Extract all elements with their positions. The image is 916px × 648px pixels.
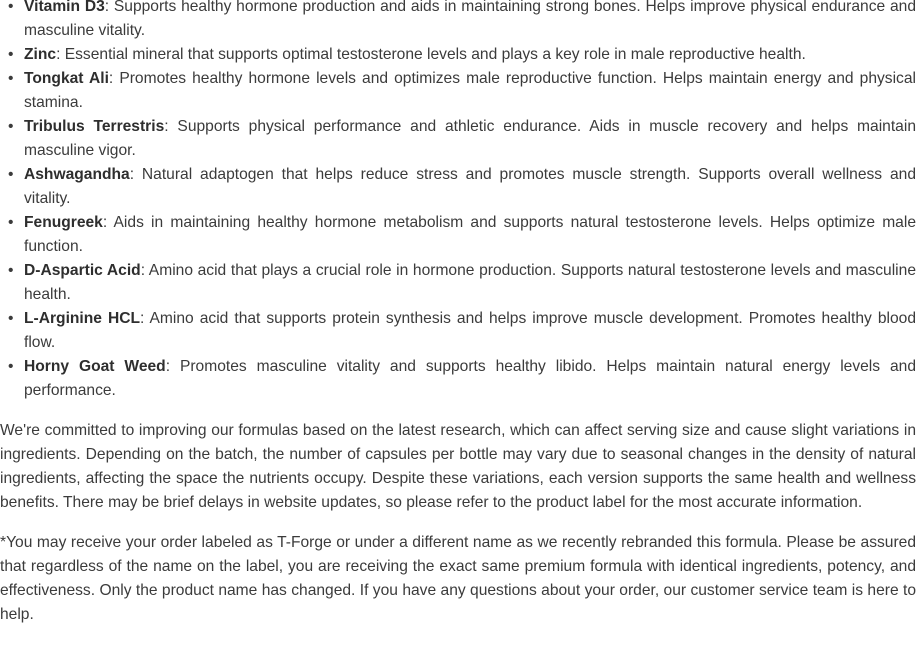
ingredient-description: : Supports healthy hormone production and aids in maintaining strong bones. Helps improve physical endurance and masculine vitality. [24,0,916,39]
ingredient-description: : Amino acid that plays a crucial role in hormone production. Supports natural testosterone levels and masculine health. [24,262,916,303]
ingredient-description: : Promotes healthy hormone levels and optimizes male reproductive function. Helps maintain energy and physical stamina. [24,70,916,111]
ingredient-name: Vitamin D3 [24,0,105,15]
ingredient-name: Tribulus Terrestris [24,118,165,135]
ingredient-name: Ashwagandha [24,166,130,183]
ingredient-description: : Amino acid that supports protein synthesis and helps improve muscle development. Promotes healthy blood flow. [24,310,916,351]
formula-variation-note: We're committed to improving our formulas based on the latest research, which can affect serving size and cause slight variations in ingredients. Depending on the batch, the number of capsules per bottle may vary due to seasonal changes in the density of natural ingredients, affecting the space the nutrients occupy. Despite these variations, each version supports the same health and wellness benefits. There may be brief delays in website updates, so please refer to the product label for the most accurate information. [0,422,916,511]
list-item [0,259,916,307]
ingredient-description: : Natural adaptogen that helps reduce stress and promotes muscle strength. Supports overall wellness and vitality. [24,166,916,207]
ingredient-description: : Promotes masculine vitality and supports healthy libido. Helps maintain natural energy levels and performance. [24,358,916,399]
ingredient-name: Fenugreek [24,214,103,231]
rebrand-notice: *You may receive your order labeled as T-Forge or under a different name as we recently rebranded this formula. Please be assured that regardless of the name on the label, you are receiving the exact same premium formula with identical ingredients, potency, and effectiveness. Only the product name has changed. If you have any questions about your order, our customer service team is here to help. [0,534,916,623]
list-item [0,211,916,259]
list-item [0,115,916,163]
ingredient-name: L-Arginine HCL [24,310,141,327]
list-item [0,43,916,67]
ingredient-name: Horny Goat Weed [24,358,166,375]
ingredient-description: : Supports physical performance and athletic endurance. Aids in muscle recovery and helps maintain masculine vigor. [24,118,916,159]
ingredient-description: : Essential mineral that supports optimal testosterone levels and plays a key role in male reproductive health. [56,46,806,63]
list-item [0,0,916,43]
list-item [0,355,916,403]
list-item [0,67,916,115]
ingredient-name: Zinc [24,46,57,63]
ingredient-name: D-Aspartic Acid [24,262,141,279]
list-item [0,307,916,355]
list-item [0,163,916,211]
ingredient-name: Tongkat Ali [24,70,109,87]
ingredient-description: : Aids in maintaining healthy hormone metabolism and supports natural testosterone levels. Helps optimize male function. [24,214,916,255]
